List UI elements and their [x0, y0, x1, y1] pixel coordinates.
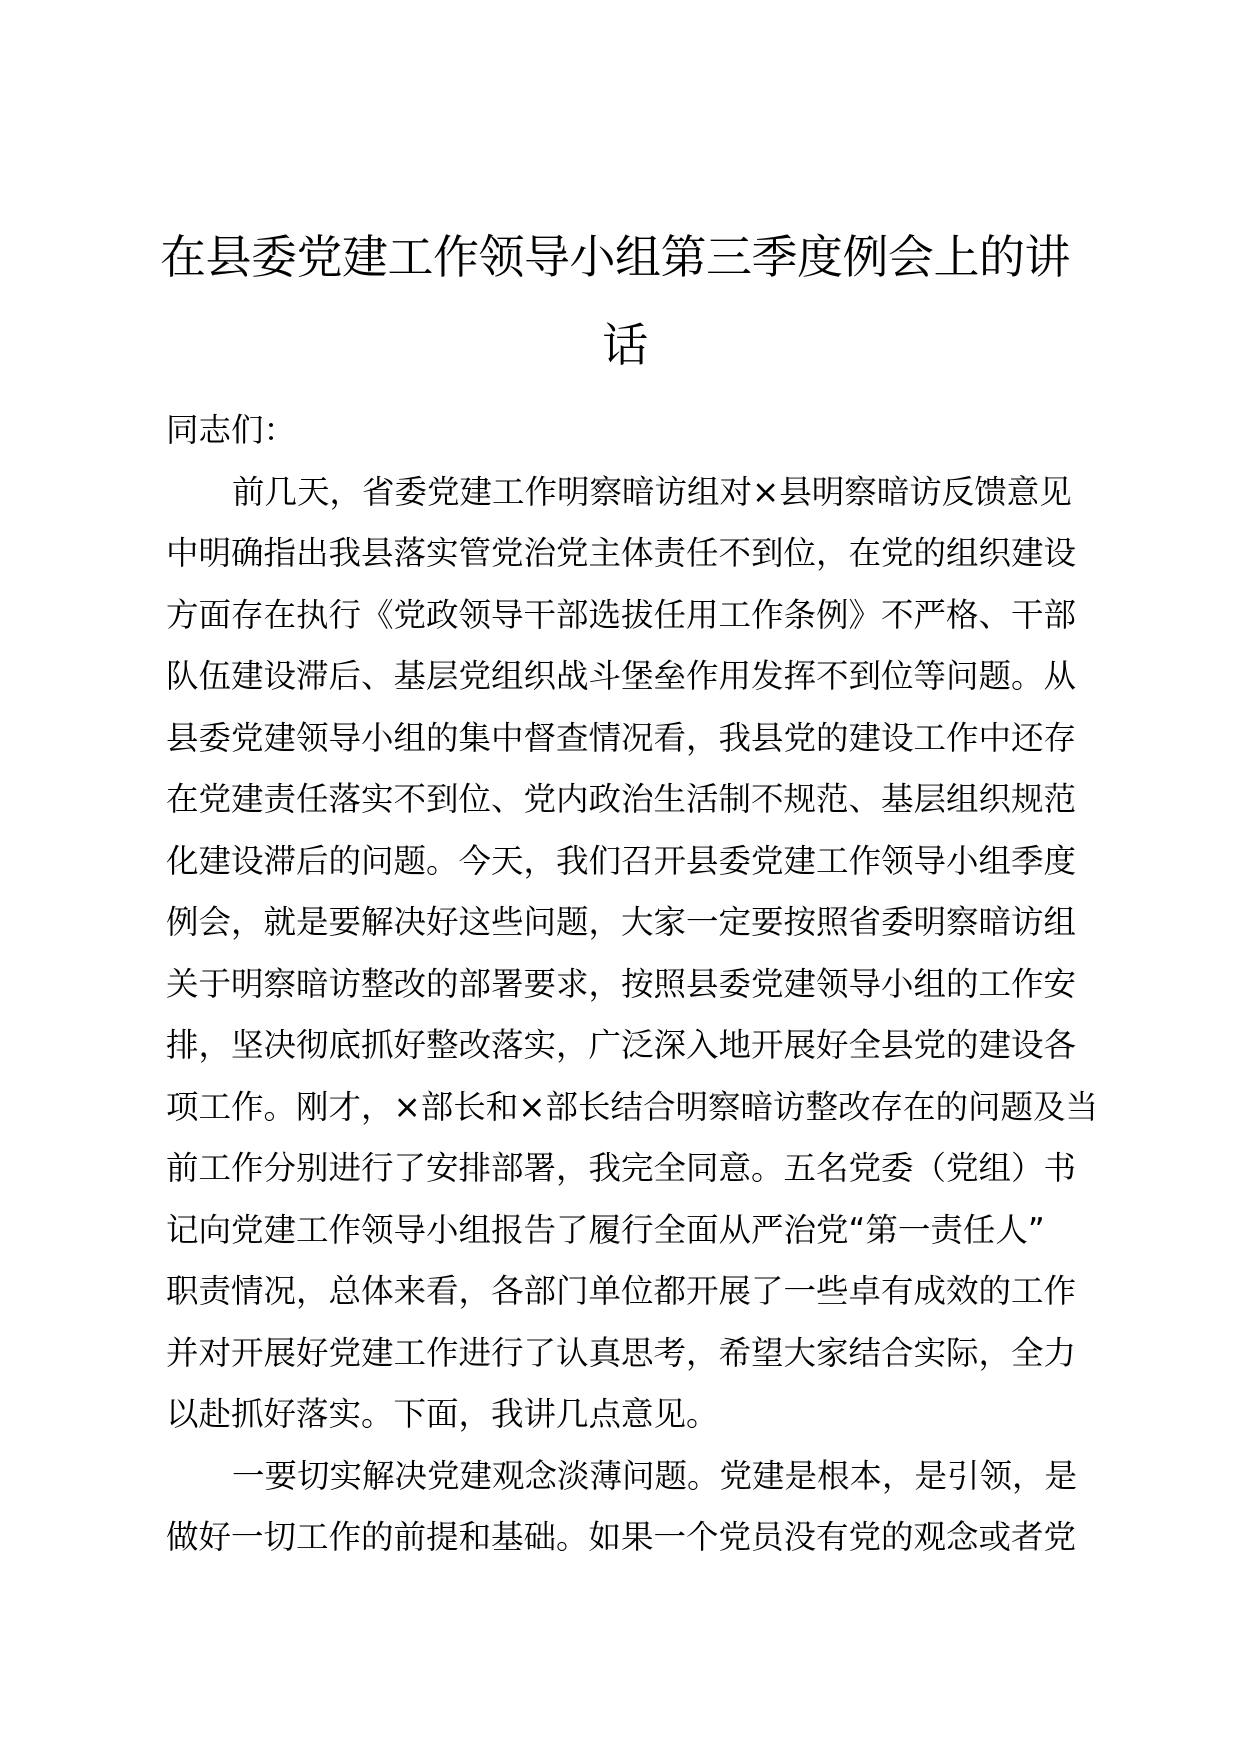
paragraph-line: 做好一切工作的前提和基础。如果一个党员没有党的观念或者党: [166, 1518, 1077, 1556]
paragraph-line: 一要切实解决党建观念淡薄问题。党建是根本，是引领，是: [232, 1456, 1078, 1495]
paragraph-line: 县委党建领导小组的集中督查情况看，我县党的建设工作中还存: [166, 718, 1077, 757]
paragraph-line: 队伍建设滞后、基层党组织战斗堡垒作用发挥不到位等问题。从: [166, 657, 1077, 695]
paragraph-line: 关于明察暗访整改的部署要求，按照县委党建领导小组的工作安: [166, 964, 1077, 1003]
paragraph-line: 职责情况，总体来看，各部门单位都开展了一些卓有成效的工作: [166, 1272, 1077, 1310]
paragraph-line: 前工作分别进行了安排部署，我完全同意。五名党委（党组）书: [166, 1149, 1077, 1187]
paragraph-line: 中明确指出我县落实管党治党主体责任不到位，在党的组织建设: [166, 534, 1077, 572]
paragraph-line: 例会，就是要解决好这些问题，大家一定要按照省委明察暗访组: [166, 903, 1077, 941]
document-body: [166, 410, 1106, 1579]
title-line-1: 在县委党建工作领导小组第三季度例会上的讲: [160, 230, 1070, 284]
salutation: 同志们：: [166, 411, 297, 449]
paragraph-line: 化建设滞后的问题。今天，我们召开县委党建工作领导小组季度: [166, 841, 1077, 880]
paragraph-line: 排，坚决彻底抓好整改落实，广泛深入地开展好全县党的建设各: [166, 1026, 1077, 1064]
paragraph-2: [166, 1456, 1106, 1559]
paragraph-line: 项工作。刚才，×部长和×部长结合明察暗访整改存在的问题及当: [166, 1087, 1098, 1126]
paragraph-line: 记向党建工作领导小组报告了履行全面从严治党“第一责任人”: [166, 1210, 1045, 1249]
paragraph-1: [166, 472, 1106, 1436]
paragraph-line: 前几天，省委党建工作明察暗访组对×县明察暗访反馈意见: [232, 472, 1072, 511]
title-line-2: 话: [602, 318, 648, 372]
document-title: [160, 232, 1090, 370]
paragraph-line: 以赴抓好落实。下面，我讲几点意见。: [166, 1395, 719, 1433]
paragraph-line: 并对开展好党建工作进行了认真思考，希望大家结合实际，全力: [166, 1333, 1077, 1372]
paragraph-line: 方面存在执行《党政领导干部选拔任用工作条例》不严格、干部: [166, 595, 1077, 634]
paragraph-line: 在党建责任落实不到位、党内政治生活制不规范、基层组织规范: [166, 780, 1077, 818]
